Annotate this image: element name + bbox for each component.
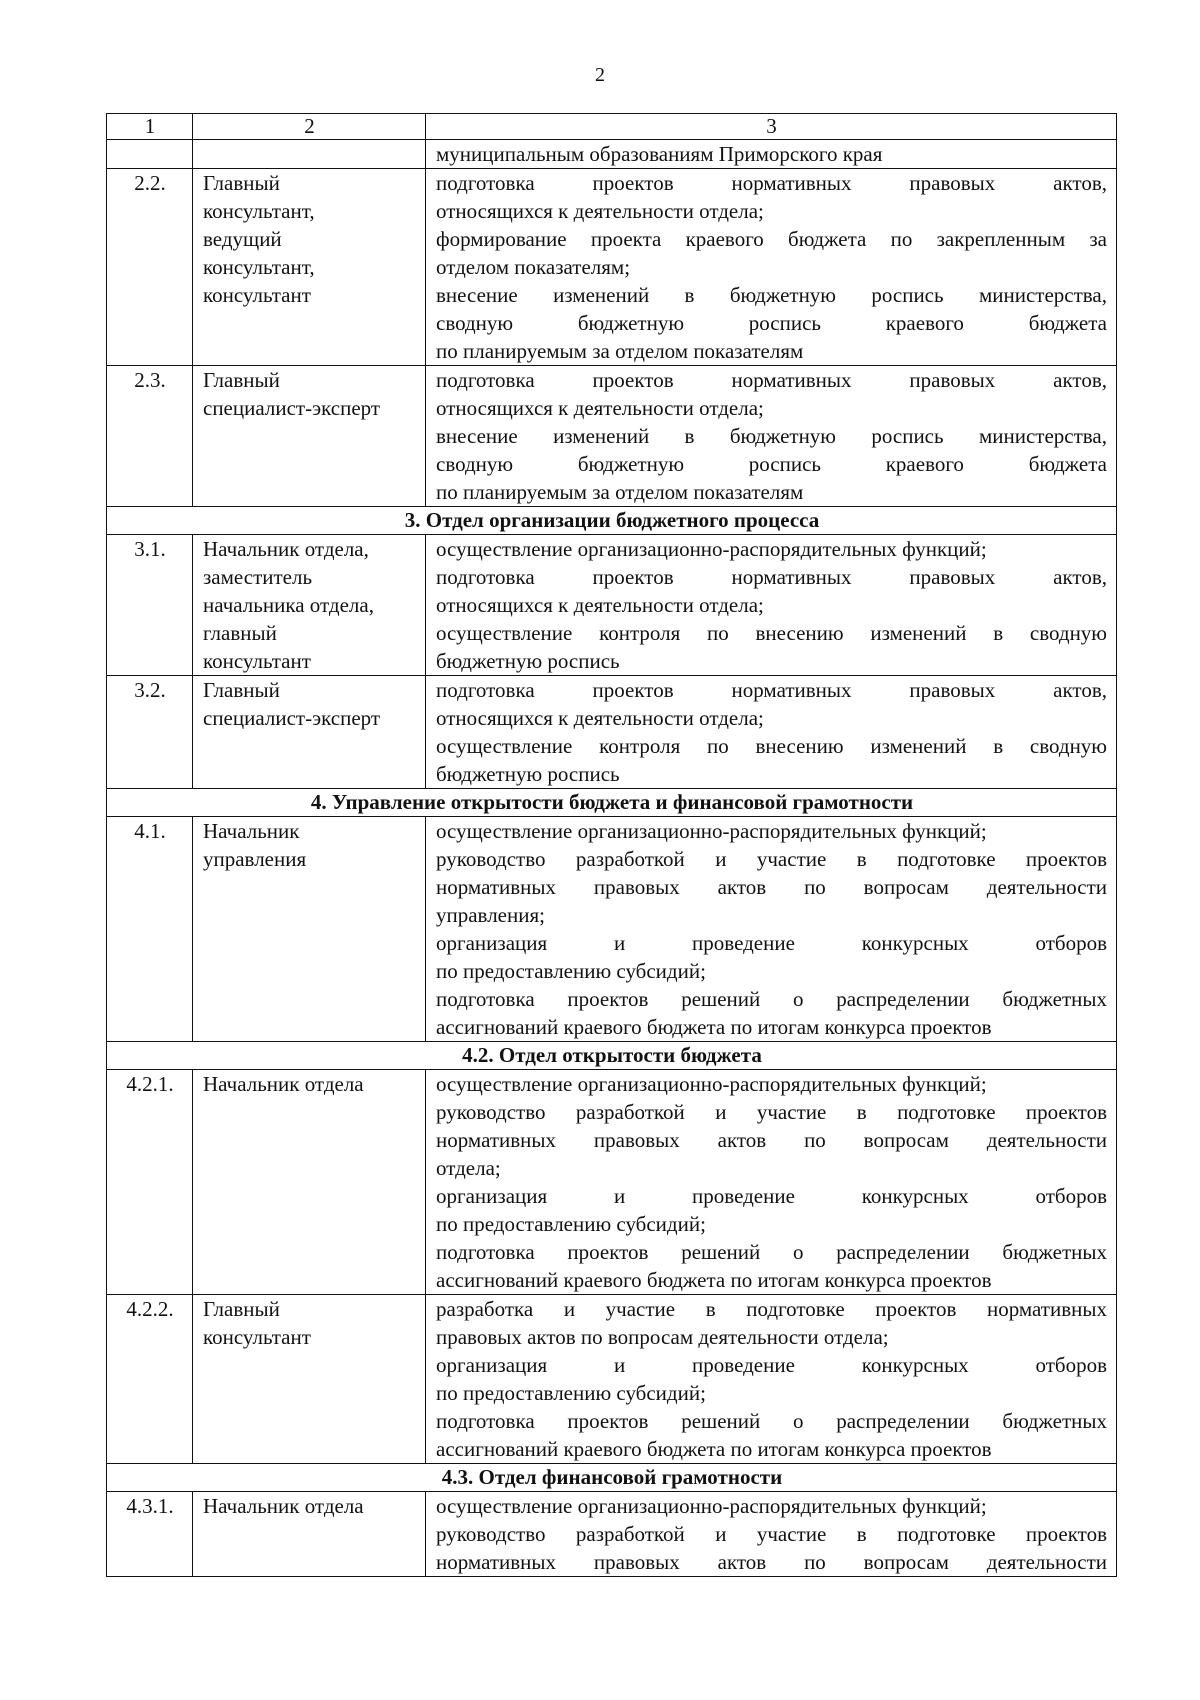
duty-line: отделом показателям; <box>436 255 631 279</box>
duty-line: подготовка проектов нормативных правовых актов, <box>436 565 1107 589</box>
position-cell <box>193 169 426 366</box>
duties-cell <box>426 169 1117 366</box>
duties-cell <box>426 676 1117 789</box>
duty-line: формирование проекта краевого бюджета по закрепленным за <box>436 227 1107 251</box>
position-line: Начальник <box>203 819 300 843</box>
duty-line: подготовка проектов решений о распределении бюджетных <box>436 1409 1107 1433</box>
duty-line: управления; <box>436 903 545 927</box>
header-col-2: 2 <box>193 114 426 140</box>
table-row <box>107 817 1117 1042</box>
duty-line: ассигнований краевого бюджета по итогам конкурса проектов <box>436 1437 992 1461</box>
duty-line: внесение изменений в бюджетную роспись министерства, <box>436 283 1107 307</box>
duty-line: нормативных правовых актов по вопросам деятельности <box>436 875 1107 899</box>
duties-cell <box>426 1070 1117 1295</box>
position-line: специалист-эксперт <box>203 396 381 420</box>
position-line: Главный <box>203 368 280 392</box>
position-line: консультант <box>203 1325 311 1349</box>
position-line: начальника отдела, <box>203 593 374 617</box>
duties-cell <box>426 535 1117 676</box>
section-row <box>107 507 1117 535</box>
duty-line: внесение изменений в бюджетную роспись министерства, <box>436 424 1107 448</box>
section-row <box>107 1464 1117 1492</box>
position-line: консультант, <box>203 255 315 279</box>
duty-line: организация и проведение конкурсных отборов <box>436 1184 1107 1208</box>
duty-line: правовых актов по вопросам деятельности отдела; <box>436 1325 889 1349</box>
position-line: Начальник отдела <box>203 1072 364 1096</box>
table-row <box>107 1492 1117 1577</box>
duty-line: нормативных правовых актов по вопросам деятельности <box>436 1128 1107 1152</box>
position-line: главный <box>203 621 277 645</box>
row-number: 3.2. <box>107 676 193 789</box>
row-number: 2.2. <box>107 169 193 366</box>
position-cell <box>193 676 426 789</box>
duty-line: руководство разработкой и участие в подготовке проектов <box>436 1100 1107 1124</box>
table-header-row <box>107 114 1117 140</box>
duty-line: осуществление организационно-распорядительных функций; <box>436 819 987 843</box>
position-line: консультант <box>203 649 311 673</box>
row-number: 2.3. <box>107 366 193 507</box>
duty-line: по предоставлению субсидий; <box>436 959 706 983</box>
duty-line: по планируемым за отделом показателям <box>436 480 804 504</box>
position-line: заместитель <box>203 565 313 589</box>
duty-line: по планируемым за отделом показателям <box>436 339 804 363</box>
table-row <box>107 140 1117 169</box>
row-number: 3.1. <box>107 535 193 676</box>
duties-cell <box>426 1492 1117 1577</box>
duty-line: осуществление контроля по внесению изменений в сводную <box>436 734 1107 758</box>
row-number: 4.2.1. <box>107 1070 193 1295</box>
duty-line: подготовка проектов решений о распределении бюджетных <box>436 1240 1107 1264</box>
position-cell <box>193 1070 426 1295</box>
position-cell <box>193 817 426 1042</box>
duty-line: разработка и участие в подготовке проектов нормативных <box>436 1297 1107 1321</box>
duty-line: сводную бюджетную роспись краевого бюджета <box>436 452 1107 476</box>
table-row <box>107 1070 1117 1295</box>
duties-cell <box>426 1295 1117 1464</box>
duty-line: организация и проведение конкурсных отборов <box>436 1353 1107 1377</box>
position-cell <box>193 1492 426 1577</box>
duty-line: отдела; <box>436 1156 501 1180</box>
duty-line: относящихся к деятельности отдела; <box>436 593 764 617</box>
position-cell <box>193 1295 426 1464</box>
duty-line: осуществление контроля по внесению изменений в сводную <box>436 621 1107 645</box>
table-row <box>107 535 1117 676</box>
position-line: консультант <box>203 283 311 307</box>
duty-line: сводную бюджетную роспись краевого бюджета <box>436 311 1107 335</box>
duty-line: относящихся к деятельности отдела; <box>436 706 764 730</box>
section-title: 4.3. Отдел финансовой грамотности <box>107 1464 1117 1492</box>
duty-line: подготовка проектов нормативных правовых актов, <box>436 368 1107 392</box>
position-line: специалист-эксперт <box>203 706 381 730</box>
section-row <box>107 1042 1117 1070</box>
position-cell <box>193 535 426 676</box>
duty-line: по предоставлению субсидий; <box>436 1381 706 1405</box>
table-row <box>107 676 1117 789</box>
table-row <box>107 1295 1117 1464</box>
section-title: 3. Отдел организации бюджетного процесса <box>107 507 1117 535</box>
row-number <box>107 140 193 169</box>
position-line: Начальник отдела <box>203 1494 364 1518</box>
duties-cell <box>426 366 1117 507</box>
position-line: Главный <box>203 1297 280 1321</box>
duty-line: осуществление организационно-распорядительных функций; <box>436 1072 987 1096</box>
duty-line: бюджетную роспись <box>436 762 620 786</box>
section-row <box>107 789 1117 817</box>
header-col-1: 1 <box>107 114 193 140</box>
duty-line: руководство разработкой и участие в подготовке проектов <box>436 847 1107 871</box>
duty-line: нормативных правовых актов по вопросам деятельности <box>436 1550 1107 1574</box>
position-line: консультант, <box>203 199 315 223</box>
duty-line: осуществление организационно-распорядительных функций; <box>436 537 987 561</box>
row-number: 4.2.2. <box>107 1295 193 1464</box>
position-cell <box>193 140 426 169</box>
section-title: 4. Управление открытости бюджета и финансовой грамотности <box>107 789 1117 817</box>
duties-cell <box>426 817 1117 1042</box>
duty-line: бюджетную роспись <box>436 649 620 673</box>
duties-cell <box>426 140 1117 169</box>
duty-line: подготовка проектов нормативных правовых актов, <box>436 678 1107 702</box>
duty-line: относящихся к деятельности отдела; <box>436 396 764 420</box>
duty-line: относящихся к деятельности отдела; <box>436 199 764 223</box>
duty-line: муниципальным образованиям Приморского края <box>436 142 883 166</box>
row-number: 4.1. <box>107 817 193 1042</box>
position-line: управления <box>203 847 307 871</box>
duty-line: по предоставлению субсидий; <box>436 1212 706 1236</box>
position-line: Главный <box>203 171 280 195</box>
duty-line: подготовка проектов решений о распределении бюджетных <box>436 987 1107 1011</box>
page-number: 2 <box>595 64 605 86</box>
duty-line: руководство разработкой и участие в подготовке проектов <box>436 1522 1107 1546</box>
header-col-3: 3 <box>426 114 1117 140</box>
duty-line: организация и проведение конкурсных отборов <box>436 931 1107 955</box>
duty-line: ассигнований краевого бюджета по итогам конкурса проектов <box>436 1015 992 1039</box>
position-line: Главный <box>203 678 280 702</box>
duty-line: осуществление организационно-распорядительных функций; <box>436 1494 987 1518</box>
row-number: 4.3.1. <box>107 1492 193 1577</box>
duties-table <box>106 113 1117 1577</box>
section-title: 4.2. Отдел открытости бюджета <box>107 1042 1117 1070</box>
position-line: Начальник отдела, <box>203 537 369 561</box>
position-cell <box>193 366 426 507</box>
duty-line: ассигнований краевого бюджета по итогам конкурса проектов <box>436 1268 992 1292</box>
table-row <box>107 169 1117 366</box>
table-row <box>107 366 1117 507</box>
duty-line: подготовка проектов нормативных правовых актов, <box>436 171 1107 195</box>
position-line: ведущий <box>203 227 282 251</box>
